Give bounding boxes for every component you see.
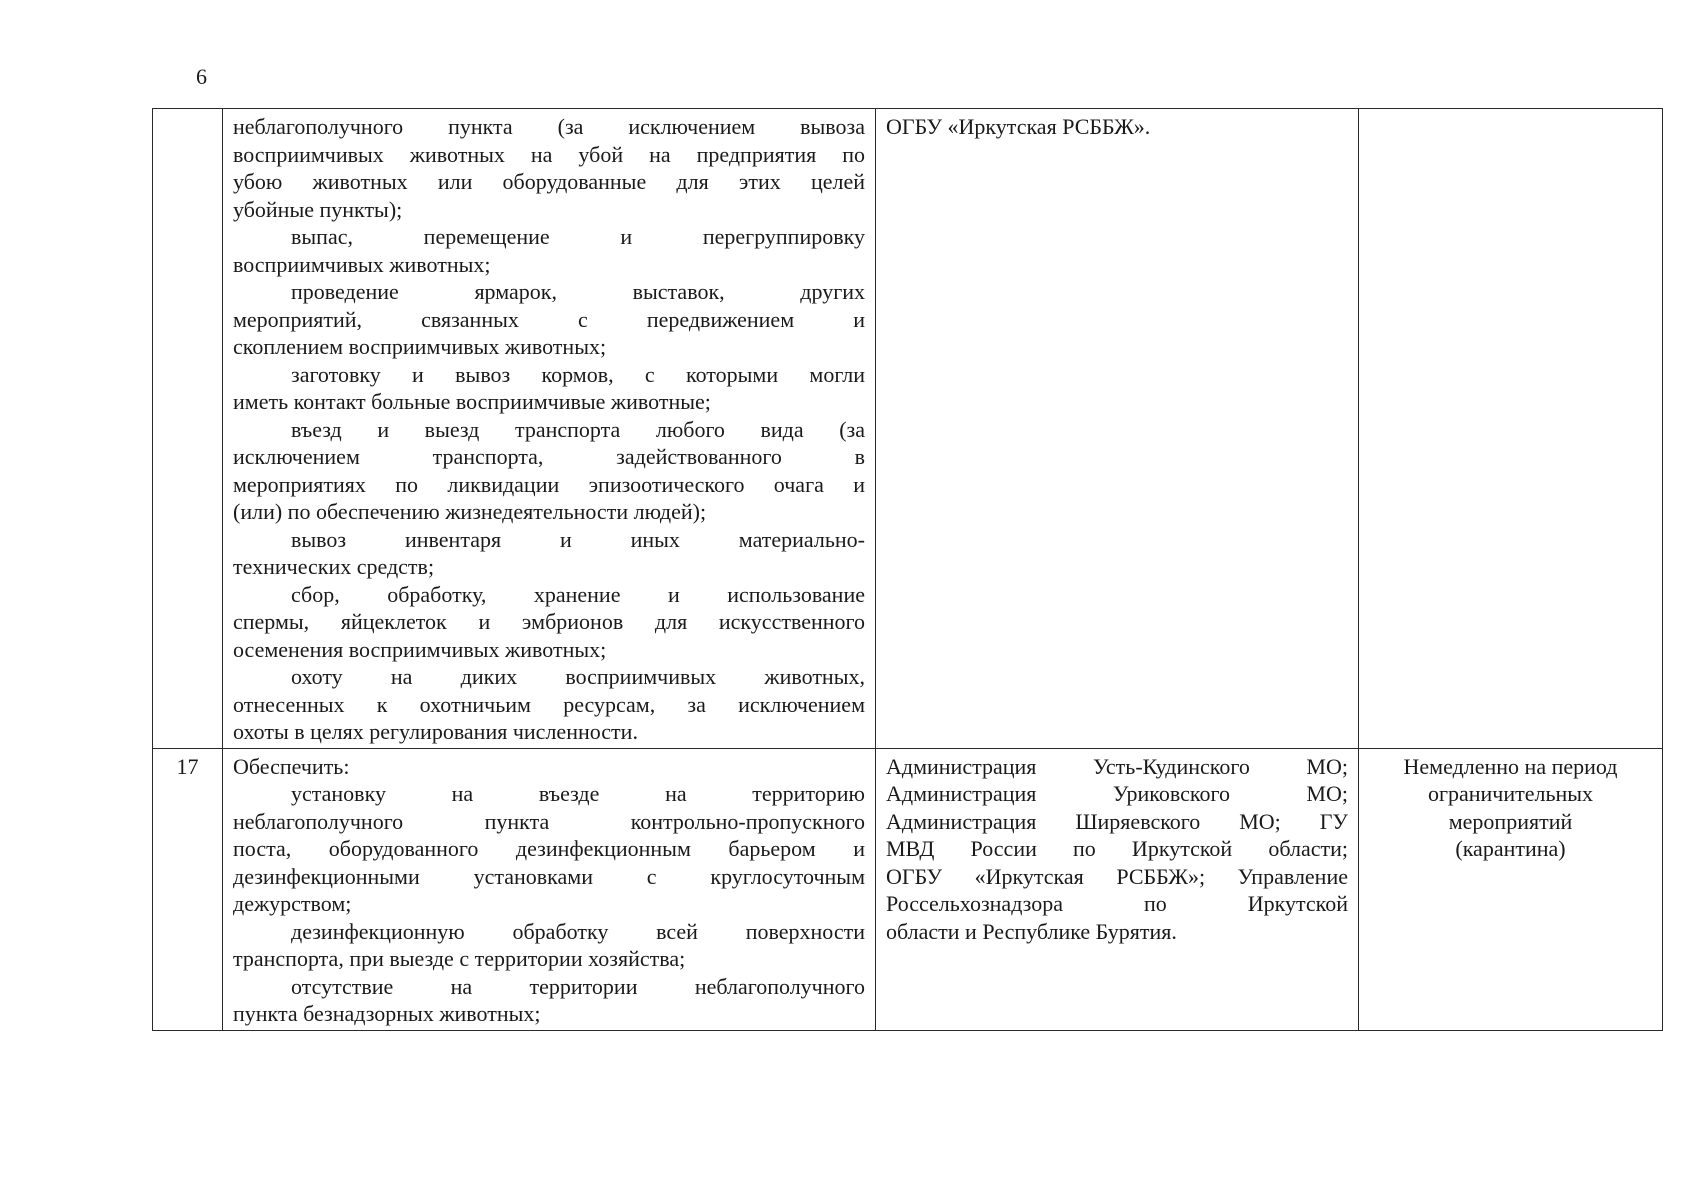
action-text-line: дезинфекционными установками с круглосуточным: [233, 863, 865, 889]
term-text-line: ограничительных: [1427, 781, 1594, 806]
action-text-line: восприимчивых животных на убой на предприятия по: [233, 141, 865, 167]
actions-cell: [223, 109, 876, 749]
table-row: [153, 748, 1663, 1030]
action-text-line: въезд и выезд транспорта любого вида (за: [291, 416, 865, 442]
action-text-line: заготовку и вывоз кормов, с которыми могли: [291, 361, 865, 387]
action-text-line: дежурством;: [233, 891, 352, 916]
term-text-line: (карантина): [1455, 836, 1566, 861]
action-text-line: установку на въезде на территорию: [291, 781, 865, 806]
action-text-line: осеменения восприимчивых животных;: [233, 636, 607, 662]
table-row: [153, 109, 1663, 749]
action-text-line: убою животных или оборудованные для этих целей: [233, 169, 865, 194]
responsible-text-line: Россельхознадзора по Иркутской: [886, 891, 1348, 916]
action-text-line: Обеспечить:: [233, 753, 350, 779]
responsible-text-line: Администрация Уриковского МО;: [886, 781, 1348, 806]
responsible-text-line: Администрация Усть-Кудинского МО;: [886, 753, 1348, 779]
term-cell: [1359, 748, 1663, 1030]
action-text-line: выпас, перемещение и перегруппировку: [291, 224, 865, 249]
action-text-line: (или) по обеспечению жизнедеятельности людей);: [233, 499, 707, 524]
responsible-text-line: области и Республике Бурятия.: [886, 918, 1177, 944]
action-text-line: восприимчивых животных;: [233, 251, 491, 277]
responsible-text-line: МВД России по Иркутской области;: [886, 836, 1348, 861]
action-text-line: дезинфекционную обработку всей поверхности: [291, 918, 865, 944]
action-text-line: скоплением восприимчивых животных;: [233, 334, 607, 359]
responsible-cell: [876, 109, 1359, 749]
row-number-cell: [153, 109, 223, 749]
action-text-line: неблагополучного пункта контрольно-пропускного: [233, 808, 865, 834]
action-text-line: вывоз инвентаря и иных материально-: [291, 526, 865, 552]
measures-table: [152, 108, 1663, 1031]
action-text-line: спермы, яйцеклеток и эмбрионов для искусственного: [233, 609, 865, 634]
action-text-line: исключением транспорта, задействованного в: [233, 444, 865, 469]
actions-cell: [223, 748, 876, 1030]
action-text-line: охоты в целях регулирования численности.: [233, 719, 638, 744]
responsible-cell: [876, 748, 1359, 1030]
responsible-text-line: ОГБУ «Иркутская РСББЖ».: [886, 114, 1151, 139]
action-text-line: отсутствие на территории неблагополучного: [291, 973, 865, 999]
action-text-line: транспорта, при выезде с территории хозяйства;: [233, 946, 686, 971]
term-cell: [1359, 109, 1663, 749]
action-text-line: неблагополучного пункта (за исключением вывоза: [233, 114, 865, 139]
action-text-line: проведение ярмарок, выставок, других: [291, 279, 865, 304]
term-text-line: Немедленно на период: [1403, 753, 1618, 779]
action-text-line: пункта безнадзорных животных;: [233, 1001, 541, 1026]
action-text-line: иметь контакт больные восприимчивые животные;: [233, 389, 711, 414]
action-text-line: охоту на диких восприимчивых животных,: [291, 664, 865, 689]
action-text-line: сбор, обработку, хранение и использование: [291, 581, 865, 607]
responsible-text-line: Администрация Ширяевского МО; ГУ: [886, 808, 1348, 834]
action-text-line: мероприятий, связанных с передвижением и: [233, 306, 865, 332]
action-text-line: поста, оборудованного дезинфекционным барьером и: [233, 836, 865, 861]
term-text-line: мероприятий: [1448, 808, 1573, 834]
action-text-line: технических средств;: [233, 554, 435, 579]
page-number: 6: [196, 64, 207, 89]
action-text-line: отнесенных к охотничьим ресурсам, за исключением: [233, 691, 865, 717]
row-number-cell: 17: [153, 748, 223, 1030]
action-text-line: убойные пункты);: [233, 196, 403, 222]
responsible-text-line: ОГБУ «Иркутская РСББЖ»; Управление: [886, 863, 1348, 889]
action-text-line: мероприятиях по ликвидации эпизоотического очага и: [233, 471, 865, 497]
